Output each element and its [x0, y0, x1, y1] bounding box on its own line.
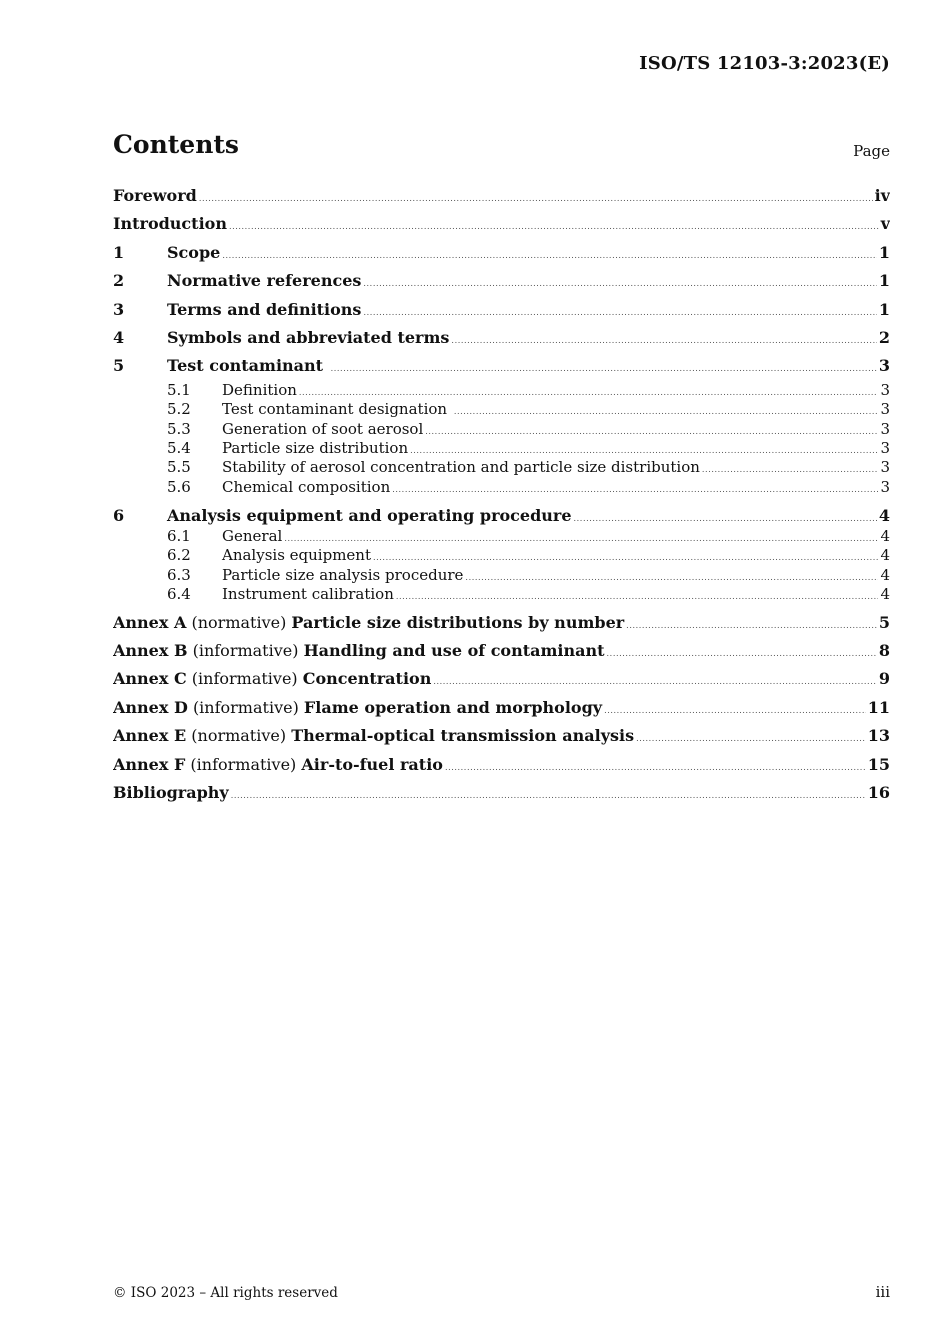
toc-page: 5 [878, 612, 890, 632]
toc-page: 3 [880, 458, 890, 477]
dot-leader [702, 460, 879, 477]
toc-entry-5-6[interactable] [113, 478, 890, 497]
dot-leader [433, 668, 877, 693]
dot-leader [299, 383, 879, 400]
toc-entry-6-3[interactable] [113, 566, 890, 585]
toc-number: 5 [113, 356, 125, 376]
dot-leader [636, 725, 866, 750]
toc-entry-5-4[interactable] [113, 439, 890, 458]
toc-title: Analysis equipment [222, 546, 371, 565]
annex-label: Annex D [113, 697, 188, 717]
toc-number: 5.6 [167, 477, 191, 496]
annex-title: Flame operation and morphology [303, 697, 603, 717]
dot-leader [626, 612, 877, 637]
toc-page: 4 [880, 565, 890, 584]
toc-page: 11 [867, 697, 890, 717]
annex-label: Annex B [113, 641, 188, 661]
dot-leader [410, 441, 878, 458]
toc-page: 4 [878, 506, 890, 526]
toc-page: 3 [880, 400, 890, 419]
toc-number: 6 [113, 506, 125, 526]
toc-title: Foreword [113, 186, 197, 205]
toc-title: Generation of soot aerosol [222, 419, 424, 438]
page-number: iii [875, 1283, 890, 1301]
toc-title: General [222, 527, 283, 546]
toc-number: 5.4 [167, 438, 191, 457]
dot-leader [284, 529, 878, 546]
toc-number: 5.2 [167, 400, 191, 419]
annex-kind: (informative) [192, 641, 299, 661]
toc-number: 6.3 [167, 565, 191, 584]
toc-number: 1 [113, 242, 125, 262]
toc-entry-6-1[interactable] [113, 527, 890, 546]
toc-title: Chemical composition [222, 477, 391, 496]
toc-entry-section-4[interactable] [113, 324, 890, 352]
annex-title: Particle size distributions by number [291, 612, 625, 632]
annex-title: Handling and use of contaminant [303, 641, 605, 661]
dot-leader [222, 242, 877, 267]
dot-leader [331, 355, 877, 380]
toc-entry-introduction[interactable] [113, 210, 890, 238]
toc-title: Stability of aerosol concentration and particle size distribution [222, 458, 700, 477]
annex-heading [113, 609, 624, 637]
toc-number: 2 [113, 271, 125, 291]
annex-heading [113, 694, 602, 722]
toc-number: 6.4 [167, 585, 191, 604]
annex-kind: (informative) [192, 697, 299, 717]
annex-heading [113, 751, 443, 779]
dot-leader [363, 270, 876, 295]
toc-page: 1 [878, 271, 890, 291]
toc-entry-5-2[interactable] [113, 400, 890, 419]
toc-gap [113, 497, 890, 505]
toc-page: 9 [878, 669, 890, 689]
toc-entry-5-3[interactable] [113, 420, 890, 439]
toc-page: 1 [878, 242, 890, 262]
toc-page: 4 [880, 546, 890, 565]
toc-page: 3 [878, 356, 890, 376]
toc-entry-section-5[interactable] [113, 352, 890, 380]
toc-page: v [880, 214, 890, 234]
annex-label: Annex A [113, 612, 187, 632]
dot-leader [199, 185, 873, 210]
annex-title: Concentration [302, 669, 432, 689]
copyright-notice: © ISO 2023 – All rights reserved [113, 1285, 338, 1301]
toc-entry-annex-b[interactable] [113, 637, 890, 665]
toc-number: 6.1 [167, 527, 191, 546]
toc-number: 5.1 [167, 380, 191, 399]
toc-title: Test contaminant designation [222, 400, 452, 419]
annex-label: Annex C [113, 669, 187, 689]
toc-title: Particle size analysis procedure [222, 565, 464, 584]
dot-leader [465, 568, 878, 585]
toc-entry-6-2[interactable] [113, 546, 890, 565]
toc-entry-foreword[interactable] [113, 182, 890, 210]
toc-title: Particle size distribution [222, 438, 409, 457]
toc-page: 16 [867, 782, 890, 802]
toc-page: 13 [867, 726, 890, 746]
toc-entry-5-5[interactable] [113, 458, 890, 477]
dot-leader [445, 754, 866, 779]
annex-heading [113, 665, 431, 693]
toc-entry-annex-a[interactable] [113, 609, 890, 637]
toc-title: Instrument calibration [222, 585, 394, 604]
toc-entry-6-4[interactable] [113, 585, 890, 604]
toc-entry-section-3[interactable] [113, 296, 890, 324]
annex-kind: (normative) [191, 726, 287, 746]
document-id: ISO/TS 12103-3:2023(E) [639, 53, 890, 74]
toc-number: 5.3 [167, 419, 191, 438]
dot-leader [396, 587, 879, 604]
toc-entry-annex-e[interactable] [113, 722, 890, 750]
dot-leader [607, 640, 877, 665]
toc-entry-annex-d[interactable] [113, 694, 890, 722]
toc-number: 6.2 [167, 546, 191, 565]
toc-page: 15 [867, 754, 890, 774]
annex-label: Annex E [113, 726, 187, 746]
table-of-contents [113, 182, 890, 807]
toc-page: 8 [878, 641, 890, 661]
toc-page: 4 [880, 585, 890, 604]
toc-entry-annex-f[interactable] [113, 751, 890, 779]
annex-kind: (informative) [191, 669, 298, 689]
toc-entry-section-1[interactable] [113, 239, 890, 267]
toc-number: 3 [113, 299, 125, 319]
dot-leader [574, 508, 877, 527]
toc-title: Scope [167, 242, 221, 262]
toc-title: Terms and definitions [167, 299, 362, 319]
toc-number: 5.5 [167, 458, 191, 477]
annex-title: Air-to-fuel ratio [301, 754, 443, 774]
annex-title: Thermal-optical transmission analysis [291, 726, 635, 746]
toc-entry-section-2[interactable] [113, 267, 890, 295]
dot-leader [392, 480, 878, 497]
dot-leader [604, 697, 866, 722]
dot-leader [363, 299, 876, 324]
toc-entry-section-6[interactable] [113, 505, 890, 527]
toc-page: 3 [880, 380, 890, 399]
toc-entry-bibliography[interactable] [113, 779, 890, 807]
dot-leader [229, 213, 879, 238]
toc-entry-annex-c[interactable] [113, 665, 890, 693]
toc-page: 1 [878, 299, 890, 319]
annex-heading [113, 722, 634, 750]
toc-page: 3 [880, 438, 890, 457]
annex-heading [113, 637, 605, 665]
toc-title: Symbols and abbreviated terms [167, 327, 450, 347]
toc-title: Test contaminant [167, 356, 329, 376]
contents-heading: Contents [113, 130, 240, 159]
dot-leader [231, 782, 866, 807]
toc-number: 4 [113, 327, 125, 347]
dot-leader [373, 548, 878, 565]
dot-leader [454, 402, 879, 419]
toc-page: iv [874, 186, 890, 205]
toc-entry-5-1[interactable] [113, 381, 890, 400]
toc-title: Normative references [167, 271, 362, 291]
toc-page: 3 [880, 419, 890, 438]
annex-kind: (normative) [191, 612, 287, 632]
toc-page: 3 [880, 477, 890, 496]
annex-label: Annex F [113, 754, 186, 774]
toc-title: Bibliography [113, 782, 229, 802]
dot-leader [451, 327, 876, 352]
toc-page: 4 [880, 527, 890, 546]
toc-title: Definition [222, 380, 297, 399]
toc-title: Introduction [113, 214, 227, 234]
page-column-label: Page [853, 142, 890, 160]
toc-title: Analysis equipment and operating procedure [167, 506, 572, 526]
annex-kind: (informative) [190, 754, 297, 774]
dot-leader [425, 422, 878, 439]
toc-page: 2 [878, 327, 890, 347]
